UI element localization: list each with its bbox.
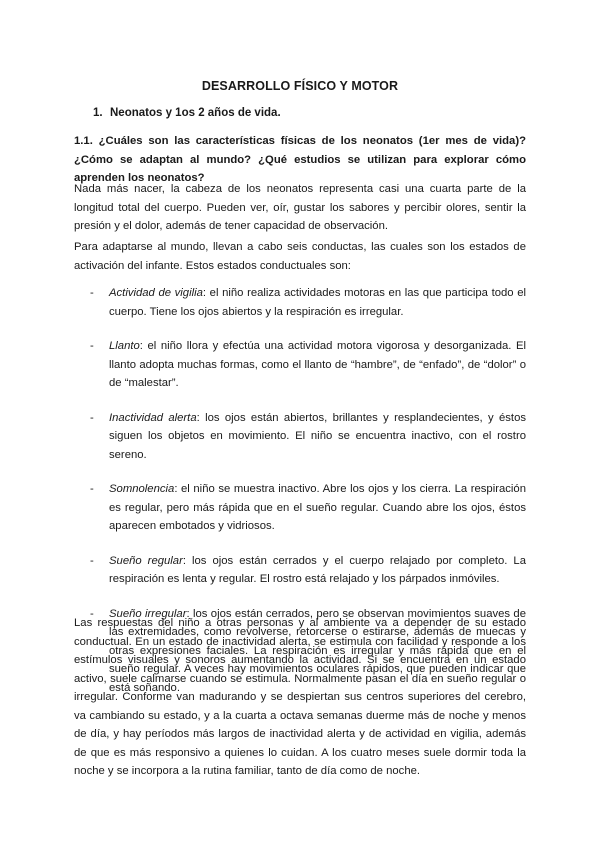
- state-description: : los ojos están abiertos, brillantes y resplandecientes, y éstos siguen los objetos en movimiento. El niño se encuentra inactivo, con el rostro sereno.: [109, 411, 526, 461]
- state-description: : los ojos están cerrados, pero se observan movimientos suaves de las extremidades, como revolverse, retorcerse o estirarse, además de muecas y otras expresiones faciales. La respiración es irregular y más rápida que en el sueño regular. A veces hay movimientos oculares rápidos, que pueden indicar que está soñando.: [109, 607, 526, 694]
- list-dash: -: [90, 483, 94, 495]
- page-title: DESARROLLO FÍSICO Y MOTOR: [201, 79, 399, 93]
- state-description: : los ojos están cerrados y el cuerpo relajado por completo. La respiración es lenta y regular. El rostro está relajado y los párpados inmóviles.: [109, 554, 526, 585]
- list-dash: -: [90, 607, 94, 620]
- list-item: [74, 480, 526, 536]
- section-heading: [93, 107, 281, 119]
- paragraph-adaptation: Para adaptarse al mundo, llevan a cabo seis conductas, las cuales son los estados de activación del infante. Estos estados conductuales son:: [74, 241, 526, 272]
- state-term: Somnolencia: [109, 483, 175, 495]
- list-item: [74, 337, 526, 393]
- state-description: : el niño realiza actividades motoras en las que participa todo el cuerpo. Tiene los ojos abiertos y la respiración es irregular.: [109, 287, 526, 318]
- paragraph-responses: Las respuestas del niño a otras personas y al ambiente va a depender de su estado conductual. En un estado de inactividad alerta, se estimula con facilidad y responde a los estímulos visuales y sonoros aumentando la actividad. Si se encuentra en un estado activo, suele calmarse cuando se estimula. Normalmente pasan el día en sueño regular o irregular. Conforme van madurando y se despiertan sus centros superiores del cerebro, va cambiando su estado, y a la cuarta a octava semanas duerme más de noche y menos de día, y hay períodos más largos de inactividad alerta y de actividad en vigilia, además de que es más responsivo a quienes lo cuidan. A los cuatro meses suele dormir toda la noche y se incorpora a la rutina familiar, tanto de día como de noche.: [74, 617, 526, 777]
- paragraph-physical-traits: Nada más nacer, la cabeza de los neonatos representa casi una cuarta parte de la longitud total del cuerpo. Pueden ver, oír, gustar los sabores y percibir olores, sentir la presión y el dolor, además de tener capacidad de observación.: [74, 183, 526, 232]
- list-item: [74, 552, 526, 589]
- list-dash: -: [90, 411, 94, 424]
- state-term: Inactividad alerta: [109, 411, 197, 424]
- state-term: Sueño regular: [109, 554, 183, 567]
- state-description: : el niño llora y efectúa una actividad motora vigorosa y desorganizada. El llanto adopta muchas formas, como el llanto de “hambre”, de “enfado”, de “dolor” o de “malestar”.: [109, 340, 526, 389]
- state-term: Sueño irregular: [109, 607, 187, 620]
- section-label: Neonatos y 1os 2 años de vida.: [110, 107, 281, 119]
- list-item: [74, 284, 526, 321]
- list-dash: -: [90, 287, 94, 299]
- state-term: Llanto: [109, 340, 140, 352]
- list-item: [74, 409, 526, 465]
- section-number: 1.: [93, 107, 103, 119]
- subsection-question: 1.1. ¿Cuáles son las características físicas de los neonatos (1er mes de vida)? ¿Cómo se adaptan al mundo? ¿Qué estudios se utilizan para explorar cómo aprenden los neonatos?: [74, 135, 526, 184]
- state-description: : el niño se muestra inactivo. Abre los ojos y los cierra. La respiración es regular, pero más rápida que en el sueño regular. Cuando abre los ojos, éstos aparecen embotados y vidriosos.: [109, 483, 526, 532]
- list-dash: -: [90, 554, 94, 567]
- state-term: Actividad de vigilia: [109, 287, 203, 299]
- list-dash: -: [90, 340, 94, 352]
